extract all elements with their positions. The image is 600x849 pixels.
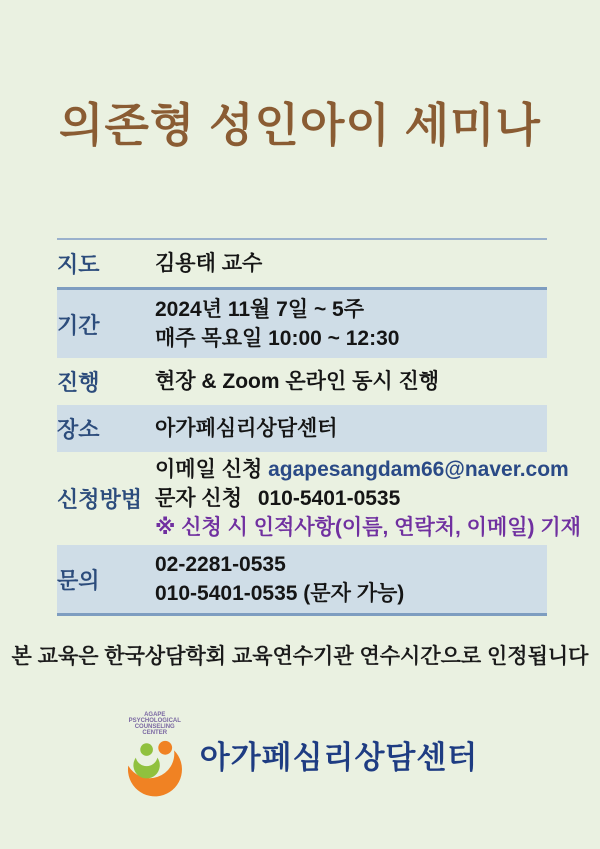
application-sms-method: 문자 신청 [155, 487, 242, 510]
seminar-info-table [57, 238, 581, 616]
table-row-period [57, 290, 547, 358]
row-value-period [155, 295, 399, 353]
application-note: ※ 신청 시 인적사항(이름, 연락처, 이메일) 기재 [155, 516, 581, 539]
row-label-format: 진행 [57, 370, 100, 395]
table-row-instructor [57, 240, 547, 287]
logo-mark-block [122, 712, 188, 797]
row-value-location: 아가페심리상담센터 [155, 417, 338, 440]
row-value-inquiry [155, 550, 404, 608]
poster-title: 의존형 성인아이 세미나 [59, 99, 541, 151]
period-dates: 2024년 11월 7일 ~ 5주 [155, 298, 365, 321]
logo-caption-line: CENTER [142, 730, 168, 736]
table-row-location [57, 405, 547, 452]
row-value-application [155, 455, 581, 542]
accreditation-note: 본 교육은 한국상담학회 교육연수기관 연수시간으로 인정됩니다 [11, 645, 589, 668]
row-label-location: 장소 [57, 417, 100, 442]
row-label-inquiry: 문의 [57, 567, 100, 593]
row-value-format: 현장 & Zoom 온라인 동시 진행 [155, 370, 440, 393]
inquiry-phone-landline: 02-2281-0535 [155, 553, 286, 576]
inquiry-phone-mobile: 010-5401-0535 (문자 가능) [155, 582, 405, 605]
application-email-line [155, 455, 581, 484]
table-row-inquiry [57, 545, 547, 613]
application-sms-line [155, 484, 581, 513]
logo-center-name: 아가페심리상담센터 [199, 740, 479, 775]
agape-people-icon [125, 737, 185, 797]
application-email-method: 이메일 신청 [155, 458, 263, 481]
logo-caption [129, 712, 181, 736]
row-value-instructor: 김용태 교수 [155, 252, 263, 275]
row-label-period: 기간 [57, 312, 100, 338]
logo-caption-line: PSYCHOLOGICAL [128, 718, 181, 724]
table-row-format [57, 358, 547, 405]
center-logo [0, 712, 600, 797]
row-label-instructor: 지도 [57, 252, 100, 277]
row-label-application: 신청방법 [57, 487, 143, 512]
logo-caption-line: COUNSELING [134, 724, 175, 730]
application-sms-number: 010-5401-0535 [257, 487, 401, 510]
table-row-application [57, 452, 581, 545]
logo-caption-line: AGAPE [144, 712, 166, 718]
period-schedule: 매주 목요일 10:00 ~ 12:30 [155, 327, 400, 350]
application-email-address: agapesangdam66@naver.com [268, 458, 569, 481]
